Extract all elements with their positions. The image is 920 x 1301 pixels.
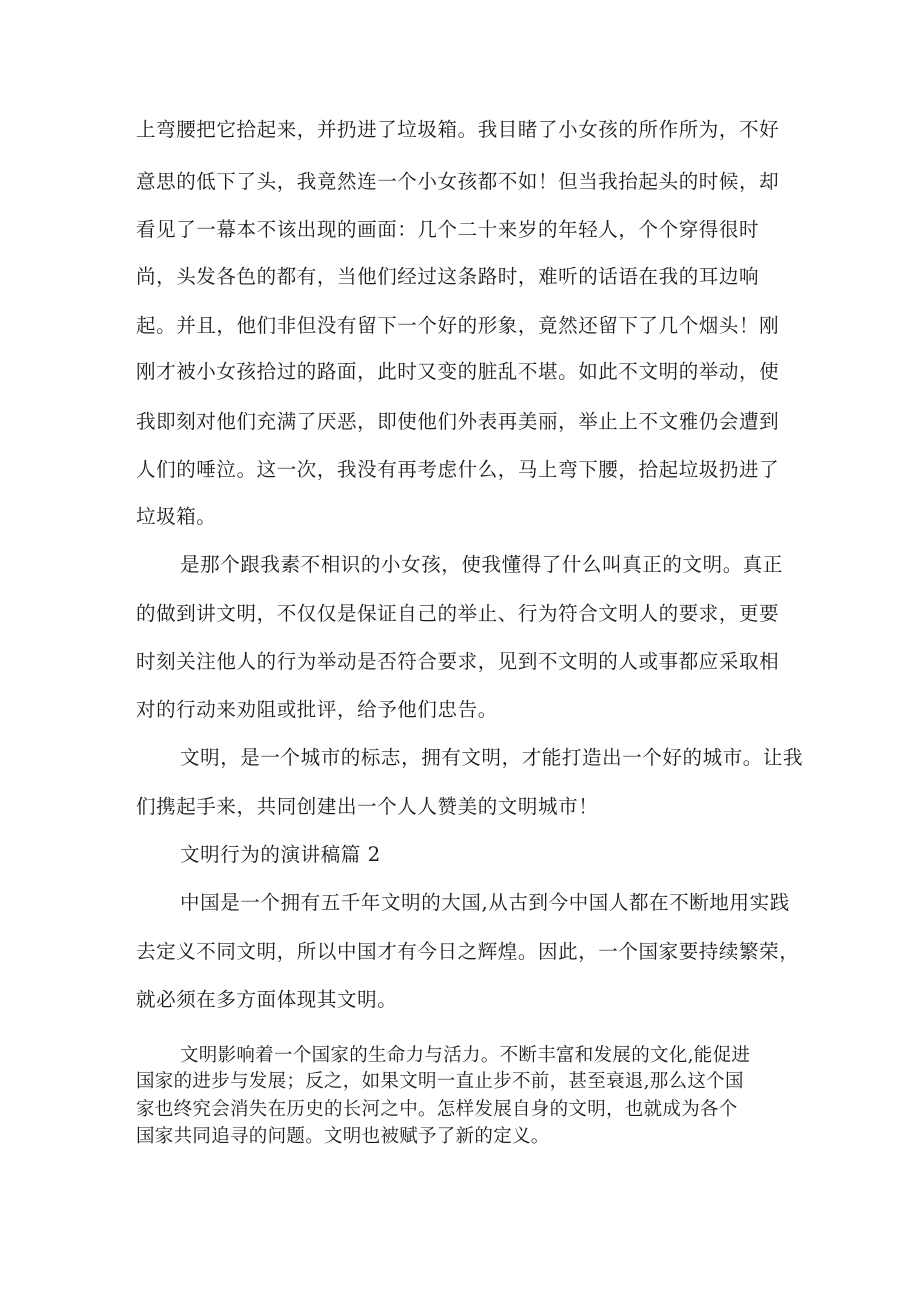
text-line: 中国是一个拥有五千年文明的大国,从古到今中国人都在不断地用实践 bbox=[180, 891, 790, 914]
text-line: 尚，头发各色的都有，当他们经过这条路时，难听的话语在我的耳边响 bbox=[136, 265, 760, 288]
text-line: 的做到讲文明，不仅仅是保证自己的举止、行为符合文明人的要求，更要 bbox=[136, 602, 780, 625]
text-line: 看见了一幕本不该出现的画面：几个二十来岁的年轻人，个个穿得很时 bbox=[136, 218, 760, 241]
text-line: 家也终究会消失在历史的长河之中。怎样发展自身的文明，也就成为各个 bbox=[136, 1099, 738, 1120]
text-line: 对的行动来劝阻或批评，给予他们忠告。 bbox=[136, 698, 498, 721]
text-line: 去定义不同文明，所以中国才有今日之辉煌。因此，一个国家要持续繁荣， bbox=[136, 940, 800, 963]
text-line: 文明影响着一个国家的生命力与活力。不断丰富和发展的文化,能促进 bbox=[180, 1045, 751, 1066]
text-line: 人们的唾泣。这一次，我没有再考虑什么，马上弯下腰，拾起垃圾扔进了 bbox=[136, 458, 780, 481]
text-line: 起。并且，他们非但没有留下一个好的形象，竟然还留下了几个烟头！刚 bbox=[136, 314, 780, 337]
text-line: 上弯腰把它拾起来，并扔进了垃圾箱。我目睹了小女孩的所作所为，不好 bbox=[136, 118, 780, 141]
text-line: 文明，是一个城市的标志，拥有文明，才能打造出一个好的城市。让我 bbox=[180, 746, 804, 769]
section-heading: 文明行为的演讲稿篇 2 bbox=[180, 843, 381, 866]
text-line: 我即刻对他们充满了厌恶，即使他们外表再美丽，举止上不文雅仍会遭到 bbox=[136, 410, 780, 433]
text-line: 时刻关注他人的行为举动是否符合要求，见到不文明的人或事都应采取相 bbox=[136, 650, 780, 673]
text-line: 意思的低下了头，我竟然连一个小女孩都不如！但当我抬起头的时候，却 bbox=[136, 170, 780, 193]
text-line: 国家的进步与发展；反之，如果文明一直止步不前，甚至衰退,那么这个国 bbox=[136, 1071, 744, 1092]
text-line: 刚才被小女孩拾过的路面，此时又变的脏乱不堪。如此不文明的举动，使 bbox=[136, 360, 780, 383]
text-line: 就必须在多方面体现其文明。 bbox=[136, 988, 398, 1011]
text-line: 们携起手来，共同创建出一个人人赞美的文明城市！ bbox=[136, 795, 599, 818]
text-line: 是那个跟我素不相识的小女孩，使我懂得了什么叫真正的文明。真正 bbox=[180, 553, 784, 576]
text-line: 垃圾箱。 bbox=[136, 505, 217, 528]
text-line: 国家共同追寻的问题。文明也被赋予了新的定义。 bbox=[136, 1126, 550, 1147]
